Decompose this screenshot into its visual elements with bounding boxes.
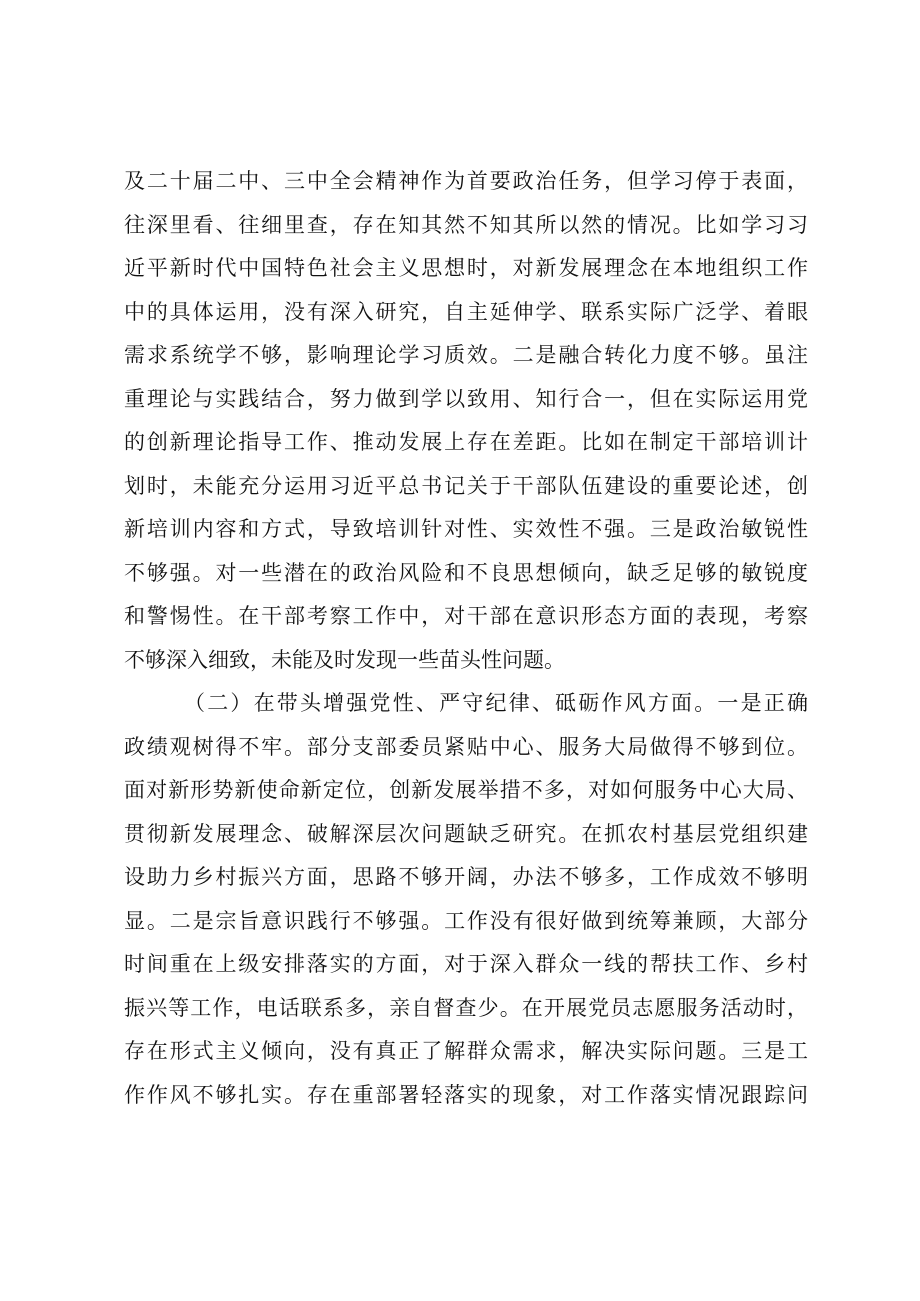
text-line: 和警惕性。在干部考察工作中，对干部在意识形态方面的表现，考察 <box>124 604 808 628</box>
text-line: 时间重在上级安排落实的方面，对于深入群众一线的帮扶工作、乡村 <box>124 952 808 976</box>
text-line: 振兴等工作，电话联系多，亲自督查少。在开展党员志愿服务活动时， <box>124 995 808 1020</box>
text-line: 的创新理论指导工作、推动发展上存在差距。比如在制定干部培训计 <box>124 430 808 454</box>
text-line: 新培训内容和方式，导致培训针对性、实效性不强。三是政治敏锐性 <box>124 517 808 541</box>
text-line: 政绩观树得不牢。部分支部委员紧贴中心、服务大局做得不够到位。 <box>124 734 808 759</box>
text-line: 贯彻新发展理念、破解深层次问题缺乏研究。在抓农村基层党组织建 <box>124 821 808 846</box>
text-line: 需求系统学不够，影响理论学习质效。二是融合转化力度不够。虽注 <box>124 343 808 367</box>
paragraph-2 <box>124 682 808 1117</box>
paragraph-1 <box>124 160 808 682</box>
text-line: 面对新形势新使命新定位，创新发展举措不多，对如何服务中心大局、 <box>124 778 808 802</box>
text-line: 作作风不够扎实。存在重部署轻落实的现象，对工作落实情况跟踪问 <box>124 1082 808 1107</box>
document-body <box>124 160 808 1117</box>
text-line: 及二十届二中、三中全会精神作为首要政治任务，但学习停于表面， <box>124 169 808 193</box>
text-line: 显。二是宗旨意识践行不够强。工作没有很好做到统筹兼顾，大部分 <box>124 908 808 933</box>
text-line: 不够强。对一些潜在的政治风险和不良思想倾向，缺乏足够的敏锐度 <box>124 560 808 585</box>
text-line: 重理论与实践结合，努力做到学以致用、知行合一，但在实际运用党 <box>124 386 808 411</box>
text-line: 往深里看、往细里查，存在知其然不知其所以然的情况。比如学习习 <box>124 212 808 237</box>
text-line: 不够深入细致，未能及时发现一些苗头性问题。 <box>124 647 565 672</box>
text-line: 存在形式主义倾向，没有真正了解群众需求，解决实际问题。三是工 <box>124 1039 808 1063</box>
text-line: 近平新时代中国特色社会主义思想时，对新发展理念在本地组织工作 <box>124 256 808 280</box>
text-line: 划时，未能充分运用习近平总书记关于干部队伍建设的重要论述，创 <box>124 473 808 498</box>
section-heading-line: （二）在带头增强党性、严守纪律、砥砺作风方面。一是正确 <box>184 691 808 715</box>
text-line: 设助力乡村振兴方面，思路不够开阔，办法不够多，工作成效不够明 <box>124 865 808 889</box>
text-line: 中的具体运用，没有深入研究，自主延伸学、联系实际广泛学、着眼 <box>124 299 808 324</box>
